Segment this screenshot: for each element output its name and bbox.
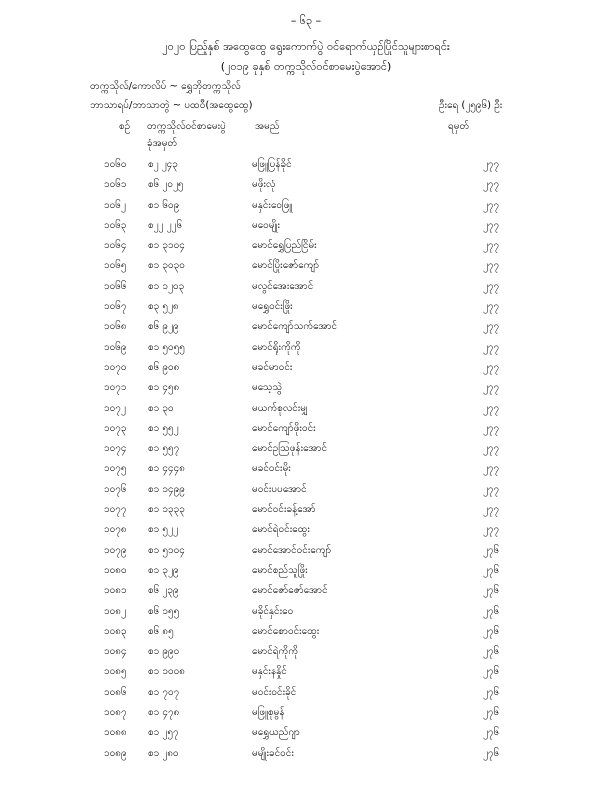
- row-roll-number: စ၆ ၉၂၉: [148, 321, 179, 333]
- row-serial: ၁၀၇၈: [104, 524, 127, 536]
- row-serial: ၁၀၇၇: [104, 504, 127, 516]
- row-score: ၂၇၆: [483, 605, 500, 617]
- row-name: မနှင်းဝေဖြူ: [252, 199, 293, 211]
- table-row: [0, 338, 612, 358]
- row-serial: ၁၀၈၉: [104, 747, 127, 759]
- row-score: ၂၇၇: [483, 199, 500, 211]
- row-name: မောင်ရိုးကိုကို: [252, 341, 301, 353]
- row-roll-number: စ၁ ၇၀၇: [148, 686, 180, 698]
- row-name: မောင်ကျော်သက်အောင်: [252, 321, 338, 333]
- header-roll-number-line2: ခုံအမှတ်: [147, 138, 178, 149]
- row-roll-number: စ၁ ၅၁၀၄: [148, 544, 185, 556]
- row-roll-number: စ၁ ၅၅၂: [148, 422, 179, 434]
- row-score: ၂၇၇: [483, 483, 500, 495]
- row-name: မဝင်းပပအောင်: [252, 483, 307, 495]
- row-name: မခင်မာဝင်း: [252, 361, 293, 373]
- row-serial: ၁၀၆၂: [104, 199, 126, 211]
- subject-label: ဘာသာရပ်/ဘာသာတွဲ ~ ပထဝီ(အထွေထွေ): [90, 100, 253, 111]
- row-serial: ၁၀၇၉: [104, 544, 127, 556]
- row-score: ၂၇၇: [483, 504, 500, 516]
- row-name: မမျိုးခင်ဝင်း: [252, 747, 294, 759]
- row-serial: ၁၀၈၇: [104, 707, 127, 719]
- row-name: မောင်စောဝင်းထွေး: [252, 625, 320, 637]
- row-score: ၂၇၆: [483, 646, 500, 658]
- row-name: မခင်ဝင်းမိုး: [252, 463, 291, 475]
- table-row: [0, 358, 612, 378]
- row-serial: ၁၀၈၆: [104, 686, 127, 698]
- header-name: အမည်: [255, 121, 280, 132]
- row-roll-number: စ၁ ၅၀၅၅: [148, 341, 185, 353]
- row-name: မောင်ကျော်ဖိုးဝင်း: [252, 422, 316, 434]
- row-roll-number: စ၁ ၄၇၈: [148, 707, 180, 719]
- row-score: ၂၇၇: [483, 240, 500, 252]
- row-score: ၂၇၆: [483, 727, 500, 739]
- table-row: [0, 459, 612, 479]
- row-serial: ၁၀၇၁: [104, 382, 127, 394]
- row-roll-number: စ၁ ၃၀၃၀: [148, 260, 185, 272]
- row-roll-number: စ၂ ၂၄၃: [148, 159, 178, 170]
- table-row: [0, 175, 612, 195]
- row-roll-number: စ၆ ၂၃၉: [148, 585, 179, 597]
- row-roll-number: စ၂၂ ၂၂၆: [148, 219, 183, 231]
- row-serial: ၁၀၆၆: [104, 280, 127, 292]
- table-row: [0, 236, 612, 256]
- row-serial: ၁၀၇၅: [104, 463, 127, 475]
- row-roll-number: စ၁ ၃၂၉: [148, 564, 179, 576]
- row-score: ၂၇၇: [483, 402, 500, 414]
- row-serial: ၁၀၇၆: [104, 483, 127, 495]
- row-score: ၂၇၇: [483, 260, 500, 272]
- table-row: [0, 216, 612, 236]
- row-roll-number: စ၁ ၅၂၂: [148, 524, 178, 536]
- row-serial: ၁၀၆၈: [104, 321, 127, 333]
- row-score: ၂၇၇: [483, 463, 500, 475]
- row-score: ၂၇၆: [483, 564, 500, 576]
- table-row: [0, 581, 612, 601]
- table-row: [0, 155, 612, 175]
- row-roll-number: စ၁ ၃၀: [148, 402, 174, 414]
- row-roll-number: စ၁ ၁၀၀၈: [148, 666, 186, 678]
- table-row: [0, 378, 612, 398]
- row-roll-number: စ၆ ၉၀၈: [148, 361, 180, 373]
- table-row: [0, 662, 612, 682]
- row-score: ၂၇၇: [483, 361, 500, 373]
- row-score: ၂၇၇: [483, 382, 500, 394]
- row-serial: ၁၀၇၃: [104, 422, 127, 434]
- table-row: [0, 419, 612, 439]
- row-name: မဝင်းဝင်းခိုင်: [252, 686, 297, 698]
- row-serial: ၁၀၆၀: [104, 159, 127, 170]
- row-score: ၂၇၇: [483, 321, 500, 333]
- row-roll-number: စ၁ ၁၄၉၉: [148, 483, 185, 495]
- table-row: [0, 317, 612, 337]
- row-serial: ၁၀၆၄: [104, 240, 127, 252]
- row-name: မောင်ပြိုးဇော်ကျော်: [252, 260, 320, 272]
- row-serial: ၁၀၈၂: [104, 605, 126, 617]
- table-row: [0, 256, 612, 276]
- row-name: မောင်အောင်ဝင်းကျော်: [252, 544, 332, 556]
- row-name: မဖြူပြန်ခိုင်: [252, 159, 292, 170]
- row-score: ၂၇၆: [483, 686, 500, 698]
- row-serial: ၁၀၆၅: [104, 260, 127, 272]
- row-name: မောင်ရဲကိုကို: [252, 646, 299, 658]
- row-serial: ၁၀၈၄: [104, 646, 127, 658]
- row-name: မဖိုးလုံ: [252, 179, 276, 191]
- row-score: ၂၇၇: [483, 179, 500, 191]
- row-score: ၂၇၆: [483, 544, 500, 556]
- row-score: ၂၇၆: [483, 625, 500, 637]
- table-row: [0, 297, 612, 317]
- header-serial: စဉ်: [119, 121, 131, 132]
- table-row: [0, 439, 612, 459]
- row-score: ၂၇၆: [483, 666, 500, 678]
- table-row: [0, 703, 612, 723]
- page-number: – ၆၃ –: [290, 14, 322, 27]
- header-score: ရမှတ်: [448, 121, 470, 132]
- row-roll-number: စ၁ ၃၁၀၄: [148, 240, 185, 252]
- table-row: [0, 541, 612, 561]
- table-row: [0, 744, 612, 764]
- row-name: မဖြူစုမွန်: [252, 707, 285, 719]
- row-serial: ၁၀၈၁: [104, 585, 127, 597]
- table-row: [0, 622, 612, 642]
- table-row: [0, 723, 612, 743]
- row-serial: ၁၀၇၂: [104, 402, 126, 414]
- row-name: မခိုင်နှင်းဝေ: [252, 605, 294, 617]
- table-row: [0, 520, 612, 540]
- table-row: [0, 196, 612, 216]
- row-score: ၂၇၆: [483, 747, 500, 759]
- row-roll-number: စ၁ ၅၅၇: [148, 443, 180, 455]
- row-serial: ၁၀၈၃: [104, 625, 127, 637]
- row-name: မယက်စုလင်းမျှ: [252, 402, 308, 414]
- row-score: ၂၇၇: [483, 219, 500, 231]
- row-score: ၂၇၇: [483, 301, 500, 313]
- university-label: တက္ကသိုလ်/ကောလိပ် ~ ရွှေဘိုတက္ကသိုလ်: [90, 81, 241, 92]
- table-row: [0, 642, 612, 662]
- row-roll-number: စ၁ ၄၅၈: [148, 382, 180, 394]
- results-list: [0, 155, 612, 764]
- row-serial: ၁၀၈၈: [104, 727, 127, 739]
- table-row: [0, 683, 612, 703]
- row-name: မောင်ရွှေပြည်ငြိမ်း: [252, 240, 317, 252]
- header-roll-number: တက္ကသိုလ်ဝင်စာမေးပွဲ: [147, 121, 226, 132]
- table-row: [0, 602, 612, 622]
- row-roll-number: စ၆ ၂၀၂၅: [148, 179, 184, 191]
- table-row: [0, 500, 612, 520]
- row-serial: ၁၀၆၇: [104, 301, 127, 313]
- table-row: [0, 561, 612, 581]
- row-name: မဝေမျိုး: [252, 219, 281, 231]
- row-serial: ၁၀၇၄: [104, 443, 127, 455]
- row-score: ၂၇၇: [483, 524, 500, 536]
- row-score: ၂၇၇: [483, 443, 500, 455]
- table-row: [0, 277, 612, 297]
- row-name: မလွင်အေးအောင်: [252, 280, 314, 292]
- row-name: မရွှေဝင်းဖြိုး: [252, 301, 293, 313]
- row-roll-number: စ၁ ၆၀၉: [148, 199, 180, 211]
- row-roll-number: စ၁ ၄၄၄၈: [148, 463, 186, 475]
- row-score: ၂၇၇: [483, 341, 500, 353]
- row-roll-number: စ၁ ၉၉၀: [148, 646, 180, 658]
- row-serial: ၁၀၆၉: [104, 341, 127, 353]
- row-roll-number: စ၆ ၁၅၅: [148, 605, 180, 617]
- row-score: ၂၇၇: [483, 422, 500, 434]
- row-serial: ၁၀၈၅: [104, 666, 127, 678]
- row-roll-number: စ၁ ၁၃၃၃: [148, 504, 185, 516]
- row-serial: ၁၀၈၀: [104, 564, 127, 576]
- row-serial: ၁၀၆၁: [104, 179, 127, 191]
- row-name: မောင်စည်သူဖြိုး: [252, 564, 308, 576]
- row-roll-number: စ၁ ၂၈၀: [148, 747, 179, 759]
- row-name: မရွှေယည်ဂျာ: [252, 727, 300, 739]
- row-name: မောင်ရဲဝင်းထွေး: [252, 524, 310, 536]
- document-title: ၂၀၂၀ ပြည့်နှစ် အထွေထွေ ရွေးကောက်ပွဲ ဝင်ရောက်ယှဉ်ပြိုင်သူများစာရင်း: [162, 40, 450, 53]
- row-score: ၂၇၆: [483, 707, 500, 719]
- row-roll-number: စ၃ ၅၂၈: [148, 301, 179, 313]
- table-row: [0, 480, 612, 500]
- row-name: မသေ့သွဲ: [252, 382, 283, 394]
- row-serial: ၁၀၆၃: [104, 219, 127, 231]
- row-roll-number: စ၁ ၂၅၇: [148, 727, 179, 739]
- row-roll-number: စ၁ ၁၂၀၃: [148, 280, 185, 292]
- row-serial: ၁၀၇၀: [104, 361, 127, 373]
- row-score: ၂၇၆: [483, 585, 500, 597]
- total-count: ဦးရေ (၂၅၉၆) ဦး: [439, 100, 503, 111]
- row-name: မနှင်းနနှိုင်: [252, 666, 287, 678]
- document-subtitle: (၂၀၁၉ ခုနှစ် တက္ကသိုလ်ဝင်စာမေးပွဲအောင်): [220, 60, 392, 73]
- row-roll-number: စ၆ ၈၅: [148, 625, 174, 637]
- row-name: မောင်ဝင်းခန့်အော်: [252, 504, 316, 516]
- row-score: ၂၇၇: [483, 159, 500, 170]
- table-row: [0, 399, 612, 419]
- row-score: ၂၇၇: [483, 280, 500, 292]
- row-name: မောင်ဇော်ဇော်အောင်: [252, 585, 328, 597]
- row-name: မောင်ဥဩဖုန်းအောင်: [252, 443, 327, 455]
